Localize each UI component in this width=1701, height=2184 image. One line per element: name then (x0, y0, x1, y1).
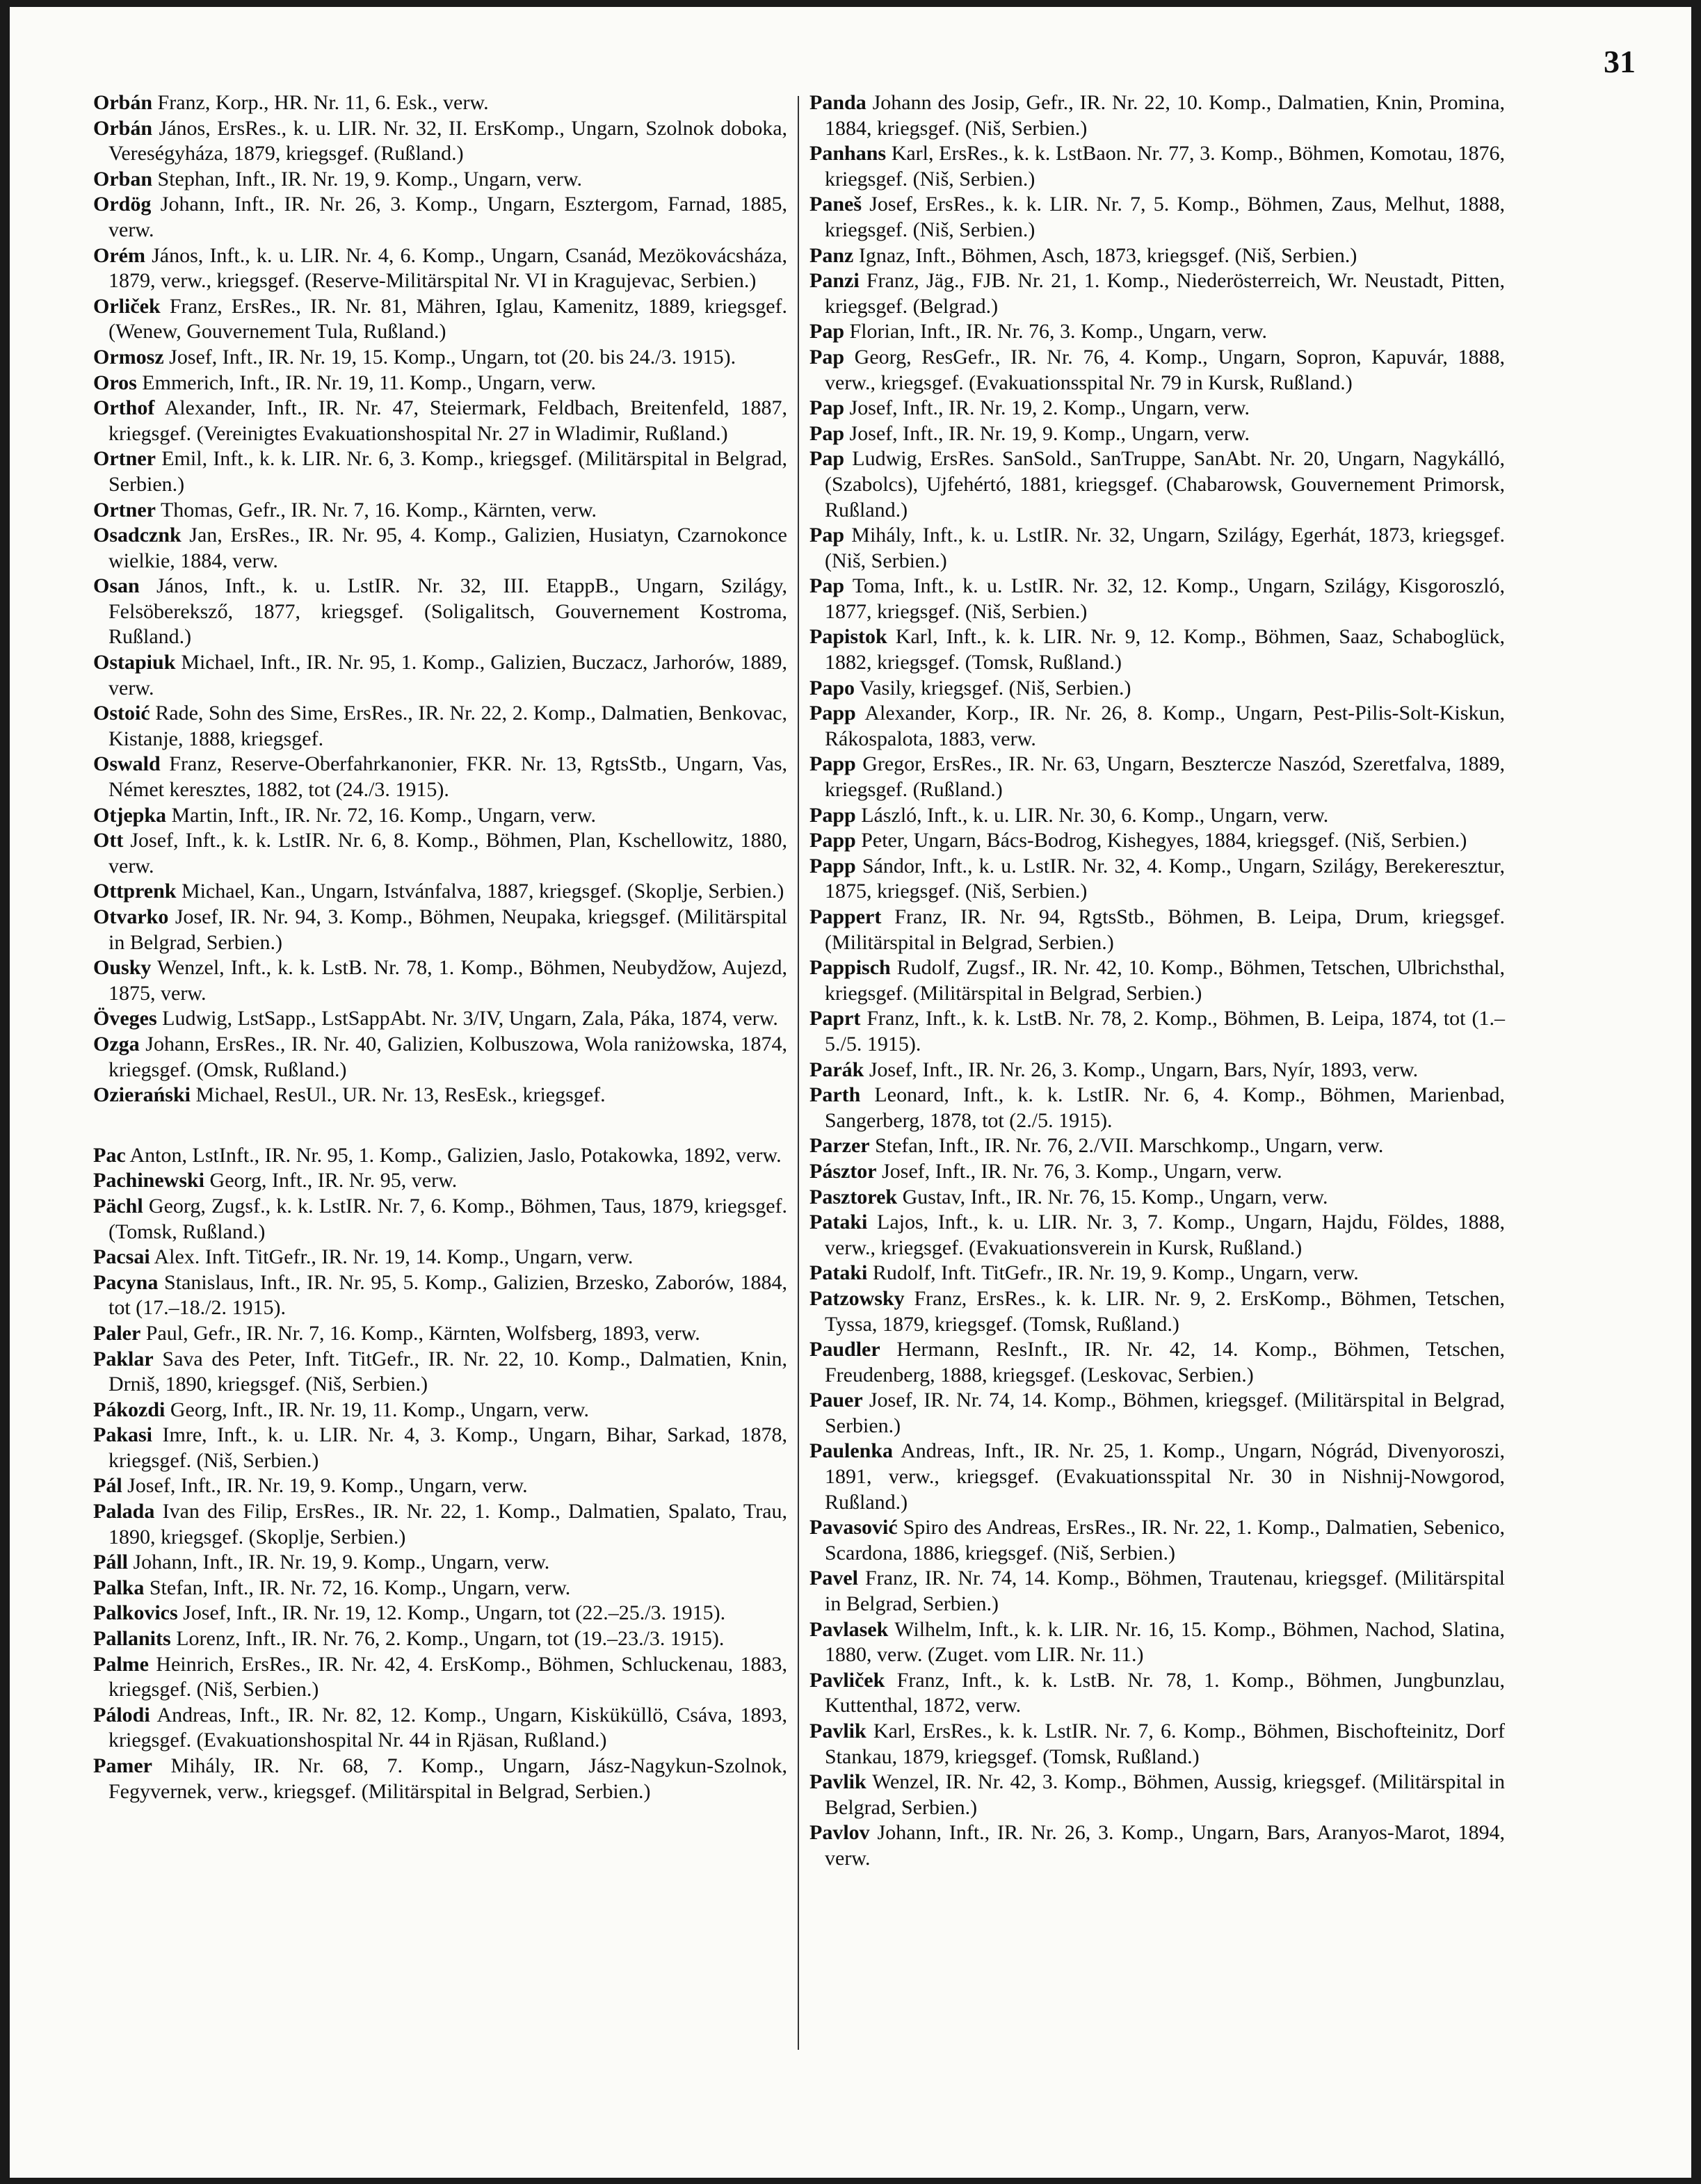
entry-surname: Ostapiuk (93, 651, 176, 674)
register-entry (93, 828, 787, 879)
register-entry (93, 498, 787, 524)
entry-details: Emmerich, Inft., IR. Nr. 19, 11. Komp., Ungarn, verw. (142, 371, 596, 394)
entry-surname: Papp (809, 752, 856, 776)
entry-surname: Ordög (93, 193, 152, 216)
register-entry (809, 1719, 1505, 1770)
entry-surname: Orém (93, 243, 145, 267)
entry-surname: Pasztorek (809, 1185, 898, 1208)
entry-details: Florian, Inft., IR. Nr. 76, 3. Komp., Ungarn, verw. (849, 320, 1267, 343)
entry-details: Jan, ErsRes., IR. Nr. 95, 4. Komp., Galizien, Husiatyn, Czarnokonce wielkie, 1884, verw. (108, 524, 787, 572)
register-entry (93, 116, 787, 167)
entry-surname: Ozierański (93, 1083, 191, 1107)
entry-details: Georg, Inft., IR. Nr. 19, 11. Komp., Ungarn, verw. (170, 1398, 589, 1421)
entry-details: Andreas, Inft., IR. Nr. 25, 1. Komp., Ungarn, Nógrád, Divenyoroszi, 1891, verw., kriegsgef. (Evakuationsspital Nr. 30 in Nishnij-Nowgorod, Rußland.) (825, 1439, 1505, 1514)
entry-details: Josef, Inft., IR. Nr. 26, 3. Komp., Ungarn, Bars, Nyír, 1893, verw. (869, 1058, 1419, 1081)
register-entry (809, 1185, 1505, 1211)
entry-surname: Paudler (809, 1338, 880, 1361)
register-entry (93, 243, 787, 294)
register-entry (809, 1210, 1505, 1261)
entry-surname: Pap (809, 524, 845, 547)
entry-surname: Öveges (93, 1007, 157, 1030)
register-entry (93, 1576, 787, 1601)
register-entry (809, 243, 1505, 269)
entry-details: Paul, Gefr., IR. Nr. 7, 16. Komp., Kärnten, Wolfsberg, 1893, verw. (145, 1321, 700, 1345)
entry-surname: Orthof (93, 396, 155, 420)
entry-surname: Patzowsky (809, 1286, 905, 1310)
entry-details: Josef, Inft., IR. Nr. 19, 2. Komp., Ungarn, verw. (849, 396, 1250, 420)
register-entry (809, 1820, 1505, 1871)
register-entry (809, 676, 1505, 702)
entry-details: Johann, ErsRes., IR. Nr. 40, Galizien, Kolbuszowa, Wola raniżowska, 1874, kriegsgef. (Omsk, Rußland.) (108, 1032, 788, 1081)
entry-surname: Palka (93, 1576, 145, 1599)
register-entry (93, 446, 787, 497)
entry-surname: Ostoić (93, 702, 150, 725)
entry-details: Peter, Ungarn, Bács-Bodrog, Kishegyes, 1884, kriegsgef. (Niš, Serbien.) (861, 829, 1467, 852)
entry-details: Karl, ErsRes., k. k. LstBaon. Nr. 77, 3. Komp., Böhmen, Komotau, 1876, kriegsgef. (Niš, Serbien.) (825, 142, 1505, 191)
entry-surname: Pacyna (93, 1270, 159, 1294)
entry-surname: Pásztor (809, 1159, 877, 1183)
entry-surname: Pataki (809, 1211, 868, 1234)
register-entry (809, 1261, 1505, 1286)
entry-details: Stephan, Inft., IR. Nr. 19, 9. Komp., Ungarn, verw. (157, 167, 582, 191)
entry-surname: Ozga (93, 1032, 140, 1055)
register-entry (809, 701, 1505, 752)
document-page (10, 7, 1691, 2178)
register-entry (93, 1083, 787, 1108)
register-entry (809, 1083, 1505, 1133)
register-entry (809, 1133, 1505, 1159)
entry-surname: Paklar (93, 1347, 154, 1370)
entry-surname: Paler (93, 1321, 141, 1345)
register-entry (93, 803, 787, 829)
entry-surname: Papp (809, 829, 856, 852)
register-entry (93, 1473, 787, 1499)
entry-details: János, Inft., k. u. LstIR. Nr. 32, III. EtappB., Ungarn, Szilágy, Felsöbereksző, 1877, kriegsgef. (Soligalitsch, Gouvernement Kostroma, Rußland.) (108, 574, 788, 649)
register-entry (809, 192, 1505, 243)
section-gap (93, 1108, 787, 1143)
register-entry (93, 1754, 787, 1804)
register-entry (93, 1601, 787, 1626)
entry-surname: Paneš (809, 193, 862, 216)
register-entry (809, 803, 1505, 829)
register-entry (809, 523, 1505, 574)
register-entry (809, 955, 1505, 1006)
entry-surname: Otvarko (93, 905, 169, 928)
register-entry (93, 192, 787, 243)
entry-details: Josef, Inft., k. k. LstIR. Nr. 6, 8. Komp., Böhmen, Plan, Kschellowitz, 1880, verw. (108, 829, 788, 877)
register-entry (93, 167, 787, 193)
entry-surname: Pachinewski (93, 1169, 205, 1192)
entry-surname: Parzer (809, 1134, 870, 1158)
entry-details: Anton, LstInft., IR. Nr. 95, 1. Komp., Galizien, Jaslo, Potakowka, 1892, verw. (129, 1143, 782, 1167)
entry-surname: Panda (809, 91, 866, 114)
entry-surname: Ousky (93, 956, 152, 980)
register-entry (809, 1668, 1505, 1719)
register-entry (93, 701, 787, 752)
register-entry (809, 1617, 1505, 1668)
entry-surname: Pallanits (93, 1627, 171, 1651)
entry-surname: Oswald (93, 752, 161, 776)
entry-details: Alex. Inft. TitGefr., IR. Nr. 19, 14. Komp., Ungarn, verw. (154, 1245, 634, 1269)
register-entry (809, 905, 1505, 955)
entry-surname: Papp (809, 854, 856, 877)
register-entry (93, 955, 787, 1006)
register-entry (93, 1270, 787, 1321)
entry-surname: Pap (809, 320, 845, 343)
entry-surname: Pap (809, 447, 845, 471)
entry-surname: Pákozdi (93, 1398, 166, 1421)
entry-surname: Osadcznk (93, 524, 182, 547)
entry-details: Franz, Inft., k. k. LstB. Nr. 78, 1. Komp., Böhmen, Jungbunzlau, Kuttenthal, 1872, verw. (825, 1668, 1505, 1717)
register-entry (809, 752, 1505, 802)
register-entry (809, 828, 1505, 854)
entry-details: Sándor, Inft., k. u. LstIR. Nr. 32, 4. Komp., Ungarn, Szilágy, Berekeresztur, 1875, kriegsgef. (Niš, Serbien.) (825, 854, 1505, 903)
register-entry (809, 624, 1505, 675)
register-entry (93, 1168, 787, 1194)
entry-details: Gustav, Inft., IR. Nr. 76, 15. Komp., Ungarn, verw. (902, 1185, 1328, 1208)
register-entry (93, 752, 787, 802)
entry-details: Lajos, Inft., k. u. LIR. Nr. 3, 7. Komp., Ungarn, Hajdu, Földes, 1888, verw., kriegsgef. (Evakuationsverein in Kursk, Rußland.) (825, 1211, 1506, 1259)
entry-details: Josef, Inft., IR. Nr. 19, 12. Komp., Ungarn, tot (22.–25./3. 1915). (183, 1601, 726, 1625)
entry-details: Georg, ResGefr., IR. Nr. 76, 4. Komp., Ungarn, Sopron, Kapuvár, 1888, verw., kriegsgef. (Evakuationsspital Nr. 79 in Kursk, Rußland.) (825, 345, 1505, 394)
entry-surname: Orban (93, 167, 153, 191)
register-entry (809, 1058, 1505, 1083)
entry-surname: Páll (93, 1551, 128, 1574)
entry-surname: Pap (809, 396, 845, 420)
entry-details: Martin, Inft., IR. Nr. 72, 16. Komp., Ungarn, verw. (171, 803, 596, 827)
entry-details: Ivan des Filip, ErsRes., IR. Nr. 22, 1. Komp., Dalmatien, Spalato, Trau, 1890, kriegsgef. (Skoplje, Serbien.) (108, 1500, 788, 1548)
entry-details: Mihály, Inft., k. u. LstIR. Nr. 32, Ungarn, Szilágy, Egerhát, 1873, kriegsgef. (Niš, Serbien.) (825, 524, 1506, 572)
entry-details: Johann, Inft., IR. Nr. 26, 3. Komp., Ungarn, Esztergom, Farnad, 1885, verw. (108, 193, 787, 241)
register-entry (809, 446, 1505, 523)
entry-details: Andreas, Inft., IR. Nr. 82, 12. Komp., Ungarn, Kisküküllö, Csáva, 1893, kriegsgef. (Evakuationshospital Nr. 44 in Rjäsan, Rußland.) (108, 1703, 787, 1752)
register-entry (809, 1770, 1505, 1820)
register-entry (93, 905, 787, 955)
register-entry (93, 650, 787, 701)
register-entry (93, 1143, 787, 1169)
register-entry (93, 1423, 787, 1473)
register-entry (809, 1286, 1505, 1337)
entry-surname: Palada (93, 1500, 155, 1523)
register-entry (93, 345, 787, 371)
entry-details: Sava des Peter, Inft. TitGefr., IR. Nr. 22, 10. Komp., Dalmatien, Knin, Drniš, 1890, kriegsgef. (Niš, Serbien.) (108, 1347, 787, 1396)
entry-details: Stanislaus, Inft., IR. Nr. 95, 5. Komp., Galizien, Brzesko, Zaborów, 1884, tot (17.–18./2. 1915). (108, 1270, 787, 1320)
register-entry (93, 1194, 787, 1245)
register-entry (93, 396, 787, 446)
entry-details: Johann, Inft., IR. Nr. 19, 9. Komp., Ungarn, verw. (133, 1551, 550, 1574)
entry-details: Karl, ErsRes., k. k. LstIR. Nr. 7, 6. Komp., Böhmen, Bischofteinitz, Dorf Stankau, 1879, kriegsgef. (Tomsk, Rußland.) (825, 1720, 1506, 1768)
entry-details: Rudolf, Zugsf., IR. Nr. 42, 10. Komp., Böhmen, Tetschen, Ulbrichsthal, kriegsgef. (Militärspital in Belgrad, Serbien.) (825, 956, 1505, 1005)
entry-surname: Pappisch (809, 956, 891, 980)
register-entry (809, 854, 1505, 905)
entry-surname: Pamer (93, 1754, 152, 1777)
register-entry (93, 1703, 787, 1754)
register-entry (93, 371, 787, 396)
entry-details: Ignaz, Inft., Böhmen, Asch, 1873, kriegsgef. (Niš, Serbien.) (858, 243, 1357, 267)
entry-surname: Papo (809, 676, 855, 699)
entry-surname: Parth (809, 1083, 861, 1107)
entry-details: Josef, IR. Nr. 94, 3. Komp., Böhmen, Neupaka, kriegsgef. (Militärspital in Belgrad, Serbien.) (108, 905, 787, 954)
entry-details: Rudolf, Inft. TitGefr., IR. Nr. 19, 9. Komp., Ungarn, verw. (872, 1261, 1359, 1285)
entry-surname: Panhans (809, 142, 887, 165)
entry-surname: Papp (809, 803, 856, 827)
entry-details: László, Inft., k. u. LIR. Nr. 30, 6. Komp., Ungarn, verw. (861, 803, 1329, 827)
entry-surname: Pächl (93, 1194, 143, 1218)
entry-details: Wenzel, IR. Nr. 42, 3. Komp., Böhmen, Aussig, kriegsgef. (Militärspital in Belgrad, Serbien.) (825, 1770, 1505, 1819)
register-entry (93, 1321, 787, 1347)
entry-details: Josef, Inft., IR. Nr. 19, 9. Komp., Ungarn, verw. (127, 1474, 528, 1498)
entry-details: Josef, IR. Nr. 74, 14. Komp., Böhmen, kriegsgef. (Militärspital in Belgrad, Serbien.) (825, 1389, 1506, 1437)
entry-surname: Pappert (809, 905, 882, 928)
register-entry (809, 90, 1505, 141)
entry-surname: Pavliček (809, 1668, 885, 1692)
entry-surname: Orbán (93, 116, 153, 140)
entry-surname: Ott (93, 829, 124, 852)
register-entry (93, 1499, 787, 1550)
entry-surname: Pauer (809, 1389, 863, 1412)
entry-surname: Pavel (809, 1567, 858, 1590)
register-entry (809, 574, 1505, 624)
entry-details: Alexander, Korp., IR. Nr. 26, 8. Komp., Ungarn, Pest-Pilis-Solt-Kiskun, Rákospalota, 1883, verw. (825, 702, 1505, 750)
entry-details: Alexander, Inft., IR. Nr. 47, Steiermark, Feldbach, Breitenfeld, 1887, kriegsgef. (Vereinigtes Evakuationshospital Nr. 27 in Wladimir, Rußland.) (108, 396, 787, 445)
register-entry (809, 1439, 1505, 1515)
register-entry (93, 1347, 787, 1398)
register-entry (93, 294, 787, 345)
entry-surname: Pavlik (809, 1770, 866, 1794)
entry-details: Franz, Reserve-Oberfahrkanonier, FKR. Nr. 13, RgtsStb., Ungarn, Vas, Német keresztes, 1882, tot (24./3. 1915). (108, 752, 787, 802)
entry-surname: Ormosz (93, 345, 164, 369)
entry-details: Toma, Inft., k. u. LstIR. Nr. 32, 12. Komp., Ungarn, Szilágy, Kisgoroszló, 1877, kriegsgef. (Niš, Serbien.) (825, 574, 1505, 623)
entry-details: Ludwig, ErsRes. SanSold., SanTruppe, SanAbt. Nr. 20, Ungarn, Nagykálló, (Szabolcs), Ujfehértó, 1881, kriegsgef. (Chabarowsk, Gouvernement Primorsk, Rußland.) (825, 447, 1506, 521)
entry-details: Hermann, ResInft., IR. Nr. 42, 14. Komp., Böhmen, Tetschen, Freudenberg, 1888, kriegsgef. (Leskovac, Serbien.) (825, 1338, 1505, 1386)
entry-details: Josef, Inft., IR. Nr. 76, 3. Komp., Ungarn, verw. (882, 1159, 1282, 1183)
register-entry (93, 1006, 787, 1032)
entry-details: Ludwig, LstSapp., LstSappAbt. Nr. 3/IV, Ungarn, Zala, Páka, 1874, verw. (162, 1007, 778, 1030)
register-entry (93, 1626, 787, 1652)
entry-surname: Pakasi (93, 1423, 153, 1447)
entry-surname: Paprt (809, 1007, 861, 1030)
entry-details: Franz, ErsRes., IR. Nr. 81, Mähren, Iglau, Kamenitz, 1889, kriegsgef. (Wenew, Gouvernement Tula, Rußland.) (108, 294, 787, 343)
entry-details: Thomas, Gefr., IR. Nr. 7, 16. Komp., Kärnten, verw. (160, 498, 597, 521)
entry-details: Michael, Inft., IR. Nr. 95, 1. Komp., Galizien, Buczacz, Jarhorów, 1889, verw. (108, 651, 788, 699)
entry-surname: Otjepka (93, 803, 166, 827)
entry-surname: Pavasović (809, 1516, 898, 1539)
entry-surname: Oros (93, 371, 137, 394)
entry-details: Wenzel, Inft., k. k. LstB. Nr. 78, 1. Komp., Böhmen, Neubydžow, Aujezd, 1875, verw. (108, 956, 787, 1005)
entry-surname: Pap (809, 345, 845, 369)
entry-details: Heinrich, ErsRes., IR. Nr. 42, 4. ErsKomp., Böhmen, Schluckenau, 1883, kriegsgef. (Niš, Serbien.) (108, 1652, 788, 1701)
entry-details: Johann des Josip, Gefr., IR. Nr. 22, 10. Komp., Dalmatien, Knin, Promina, 1884, kriegsgef. (Niš, Serbien.) (825, 91, 1506, 140)
entry-details: Imre, Inft., k. u. LIR. Nr. 4, 3. Komp., Ungarn, Bihar, Sarkad, 1878, kriegsgef. (Niš, Serbien.) (108, 1423, 787, 1472)
entry-details: János, Inft., k. u. LIR. Nr. 4, 6. Komp., Ungarn, Csanád, Mezökovácsháza, 1879, verw., kriegsgef. (Reserve-Militärspital Nr. VI in Kragujevac, Serbien.) (108, 243, 787, 293)
entry-details: Franz, ErsRes., k. k. LIR. Nr. 9, 2. ErsKomp., Böhmen, Tetschen, Tyssa, 1879, kriegsgef. (Tomsk, Rußland.) (825, 1286, 1505, 1336)
entry-details: Josef, ErsRes., k. k. LIR. Nr. 7, 5. Komp., Böhmen, Zaus, Melhut, 1888, kriegsgef. (Niš, Serbien.) (825, 193, 1506, 241)
entry-details: Franz, IR. Nr. 74, 14. Komp., Böhmen, Trautenau, kriegsgef. (Militärspital in Belgrad, Serbien.) (825, 1567, 1505, 1616)
entry-surname: Pál (93, 1474, 122, 1498)
entry-details: Josef, Inft., IR. Nr. 19, 15. Komp., Ungarn, tot (20. bis 24./3. 1915). (169, 345, 736, 369)
register-entry (809, 396, 1505, 421)
entry-surname: Ottprenk (93, 880, 177, 903)
register-entry (93, 574, 787, 650)
entry-surname: Pap (809, 574, 845, 598)
register-entry (809, 345, 1505, 396)
entry-surname: Pavlasek (809, 1617, 889, 1641)
entry-details: Leonard, Inft., k. k. LstIR. Nr. 6, 4. Komp., Böhmen, Marienbad, Sangerberg, 1878, tot (2./5. 1915). (825, 1083, 1506, 1132)
register-entry (93, 1032, 787, 1083)
register-entry (809, 421, 1505, 447)
entry-surname: Orbán (93, 91, 153, 114)
entry-details: Karl, Inft., k. k. LIR. Nr. 9, 12. Komp., Böhmen, Saaz, Schaboglück, 1882, kriegsgef. (Tomsk, Rußland.) (825, 625, 1506, 674)
entry-surname: Palkovics (93, 1601, 178, 1625)
entry-details: Stefan, Inft., IR. Nr. 76, 2./VII. Marschkomp., Ungarn, verw. (875, 1134, 1384, 1158)
register-entry (809, 1388, 1505, 1439)
entry-surname: Osan (93, 574, 140, 598)
entry-surname: Pálodi (93, 1703, 150, 1726)
register-entry (93, 90, 787, 116)
entry-details: Franz, Inft., k. k. LstB. Nr. 78, 2. Komp., Böhmen, B. Leipa, 1874, tot (1.–5./5. 1915). (825, 1007, 1506, 1055)
register-entry (809, 1515, 1505, 1566)
entry-details: Wilhelm, Inft., k. k. LIR. Nr. 16, 15. Komp., Böhmen, Nachod, Slatina, 1880, verw. (Zuget. vom LIR. Nr. 11.) (825, 1617, 1505, 1667)
register-entry (93, 1245, 787, 1270)
entry-details: Johann, Inft., IR. Nr. 26, 3. Komp., Ungarn, Bars, Aranyos-Marot, 1894, verw. (825, 1821, 1506, 1870)
entry-details: Vasily, kriegsgef. (Niš, Serbien.) (859, 676, 1131, 699)
entry-details: Franz, Jäg., FJB. Nr. 21, 1. Komp., Niederösterreich, Wr. Neustadt, Pitten, kriegsgef. (Belgrad.) (825, 269, 1505, 318)
entry-surname: Pac (93, 1143, 126, 1167)
entry-surname: Pavlov (809, 1821, 870, 1845)
entry-surname: Ortner (93, 498, 156, 521)
entry-surname: Pacsai (93, 1245, 150, 1269)
entry-surname: Paulenka (809, 1439, 894, 1463)
entry-details: Josef, Inft., IR. Nr. 19, 9. Komp., Ungarn, verw. (849, 421, 1250, 445)
entry-surname: Panz (809, 243, 854, 267)
register-entry (809, 1006, 1505, 1057)
register-entry (809, 319, 1505, 345)
entry-surname: Papistok (809, 625, 887, 649)
entry-details: Rade, Sohn des Sime, ErsRes., IR. Nr. 22, 2. Komp., Dalmatien, Benkovac, Kistanje, 1888, kriegsgef. (108, 702, 787, 750)
entry-surname: Parák (809, 1058, 864, 1081)
entry-surname: Ortner (93, 447, 156, 471)
entry-surname: Pataki (809, 1261, 868, 1285)
register-entry (809, 268, 1505, 319)
register-entry (809, 1337, 1505, 1388)
entry-details: Lorenz, Inft., IR. Nr. 76, 2. Komp., Ungarn, tot (19.–23./3. 1915). (176, 1627, 725, 1651)
register-entry (93, 1652, 787, 1703)
register-entry (809, 1159, 1505, 1185)
entry-surname: Pap (809, 421, 845, 445)
entry-details: Spiro des Andreas, ErsRes., IR. Nr. 22, 1. Komp., Dalmatien, Sebenico, Scardona, 1886, kriegsgef. (Niš, Serbien.) (825, 1516, 1505, 1564)
register-entry (809, 141, 1505, 192)
page-number: 31 (1604, 44, 1636, 79)
column-divider (798, 96, 799, 2050)
entry-details: Franz, Korp., HR. Nr. 11, 6. Esk., verw. (157, 91, 489, 114)
entry-details: Georg, Zugsf., k. k. LstIR. Nr. 7, 6. Komp., Böhmen, Taus, 1879, kriegsgef. (Tomsk, Rußland.) (108, 1194, 788, 1243)
entry-surname: Papp (809, 702, 856, 725)
entry-surname: Pavlik (809, 1720, 866, 1742)
register-entry (93, 1398, 787, 1423)
entry-details: Gregor, ErsRes., IR. Nr. 63, Ungarn, Besztercze Naszód, Szeretfalva, 1889, kriegsgef. (Rußland.) (825, 752, 1505, 802)
register-entry (93, 1550, 787, 1576)
left-column (93, 90, 787, 1804)
right-column (809, 90, 1505, 1872)
entry-surname: Orliček (93, 294, 161, 318)
entry-details: Emil, Inft., k. k. LIR. Nr. 6, 3. Komp., kriegsgef. (Militärspital in Belgrad, Serbien.) (108, 447, 788, 496)
entry-details: Franz, IR. Nr. 94, RgtsStb., Böhmen, B. Leipa, Drum, kriegsgef. (Militärspital in Belgrad, Serbien.) (825, 905, 1506, 954)
register-entry (809, 1566, 1505, 1617)
register-entry (93, 879, 787, 905)
entry-details: János, ErsRes., k. u. LIR. Nr. 32, II. ErsKomp., Ungarn, Szolnok doboka, Vereségyháza, 1879, kriegsgef. (Rußland.) (108, 116, 788, 165)
entry-details: Michael, ResUl., UR. Nr. 13, ResEsk., kriegsgef. (195, 1083, 606, 1107)
entry-details: Michael, Kan., Ungarn, Istvánfalva, 1887, kriegsgef. (Skoplje, Serbien.) (181, 880, 784, 903)
entry-surname: Palme (93, 1652, 149, 1676)
entry-details: Georg, Inft., IR. Nr. 95, verw. (209, 1169, 458, 1192)
entry-details: Stefan, Inft., IR. Nr. 72, 16. Komp., Ungarn, verw. (149, 1576, 571, 1599)
entry-details: Mihály, IR. Nr. 68, 7. Komp., Ungarn, Jász-Nagykun-Szolnok, Fegyvernek, verw., kriegsgef. (Militärspital in Belgrad, Serbien.) (108, 1754, 787, 1803)
register-entry (93, 523, 787, 574)
entry-surname: Panzi (809, 269, 860, 293)
